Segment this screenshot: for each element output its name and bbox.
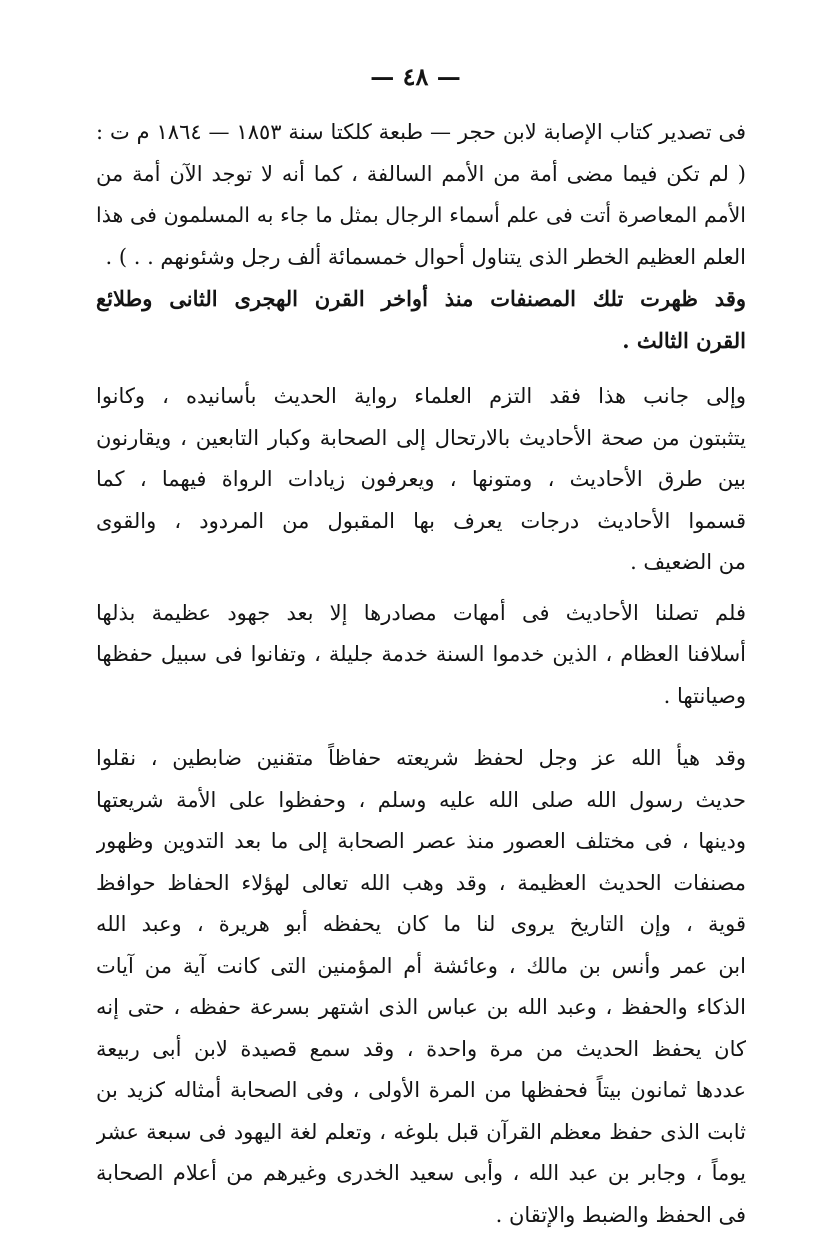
- text-line: عددها ثمانون بيتاً فحفظها من المرة الأولى ، وفى الصحابة أمثاله كزيد بن: [96, 1070, 746, 1112]
- text-line: فى تصدير كتاب الإصابة لابن حجر — طبعة كلكتا سنة ١٨٥٣ — ١٨٦٤ م ت :: [96, 112, 746, 154]
- text-line: مصنفات الحديث العظيمة ، وقد وهب الله تعالى لهؤلاء الحفاظ حوافظ: [96, 863, 746, 905]
- text-line: ( لم تكن فيما مضى أمة من الأمم السالفة ، كما أنه لا توجد الآن أمة من: [96, 154, 746, 196]
- text-line: حديث رسول الله صلى الله عليه وسلم ، وحفظوا على الأمة شريعتها: [96, 780, 746, 822]
- paragraph-efforts: [96, 593, 746, 718]
- page-body: [96, 112, 746, 1236]
- text-line: وقد ظهرت تلك المصنفات منذ أواخر القرن الهجرى الثانى وطلائع: [96, 278, 746, 320]
- text-line: فلم تصلنا الأحاديث فى أمهات مصادرها إلا بعد جهود عظيمة بذلها: [96, 593, 746, 635]
- text-line: من الضعيف .: [96, 542, 746, 584]
- text-line: بين طرق الأحاديث ، ومتونها ، ويعرفون زيادات الرواة فيهما ، كما: [96, 459, 746, 501]
- text-line: ابن عمر وأنس بن مالك ، وعائشة أم المؤمنين التى كانت آية من آيات: [96, 946, 746, 988]
- text-line: ثابت الذى حفظ معظم القرآن قبل بلوغه ، وتعلم لغة اليهود فى سبعة عشر: [96, 1112, 746, 1154]
- text-line: العلم العظيم الخطر الذى يتناول أحوال خمسمائة ألف رجل وشئونهم . . ) .: [96, 237, 746, 279]
- text-line: يوماً ، وجابر بن عبد الله ، وأبى سعيد الخدرى وغيرهم من أعلام الصحابة: [96, 1153, 746, 1195]
- text-line: يتثبتون من صحة الأحاديث بالارتحال إلى الصحابة وكبار التابعين ، ويقارنون: [96, 418, 746, 460]
- text-line: وإلى جانب هذا فقد التزم العلماء رواية الحديث بأسانيده ، وكانوا: [96, 376, 746, 418]
- paragraph-memorizers: [96, 738, 746, 1236]
- text-line: ودينها ، فى مختلف العصور منذ عصر الصحابة إلى ما بعد التدوين وظهور: [96, 821, 746, 863]
- text-line: أسلافنا العظام ، الذين خدموا السنة خدمة جليلة ، وتفانوا فى سبيل حفظها: [96, 634, 746, 676]
- text-line: قوية ، وإن التاريخ يروى لنا ما كان يحفظه أبو هريرة ، وعبد الله: [96, 904, 746, 946]
- text-line: قسموا الأحاديث درجات يعرف بها المقبول من المردود ، والقوى: [96, 501, 746, 543]
- text-line: الأمم المعاصرة أتت فى علم أسماء الرجال بمثل ما جاء به المسلمون فى هذا: [96, 195, 746, 237]
- text-line: فى الحفظ والضبط والإتقان .: [96, 1195, 746, 1236]
- text-line: الذكاء والحفظ ، وعبد الله بن عباس الذى اشتهر بسرعة حفظه ، حتى إنه: [96, 987, 746, 1029]
- paragraph-quote: [96, 112, 746, 278]
- text-line: القرن الثالث .: [96, 320, 746, 362]
- text-line: وقد هيأ الله عز وجل لحفظ شريعته حفاظاً متقنين ضابطين ، نقلوا: [96, 738, 746, 780]
- text-line: كان يحفظ الحديث من مرة واحدة ، وقد سمع قصيدة لابن أبى ربيعة: [96, 1029, 746, 1071]
- page-number: — ٤٨ —: [0, 62, 831, 91]
- paragraph-isnad: [96, 376, 746, 584]
- paragraph-compilations: [96, 278, 746, 361]
- text-line: وصيانتها .: [96, 676, 746, 718]
